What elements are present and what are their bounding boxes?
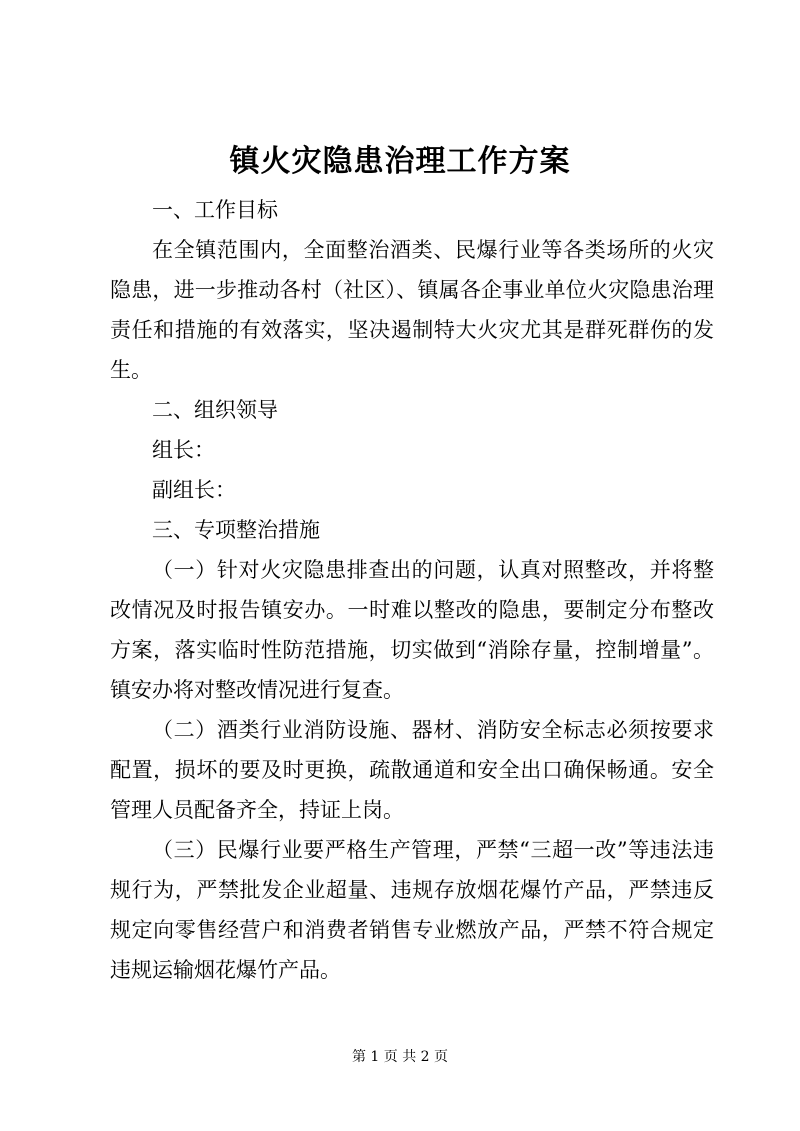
heading-work-goal: 一、工作目标 (152, 198, 278, 222)
paragraph-work-goal: 在全镇范围内，全面整治酒类、民爆行业等各类场所的火灾隐患，进一步推动各村（社区）、镇属各企事业单位火灾隐患治理责任和措施的有效落实，坚决遏制特大火灾尤其是群死群伤的发生。 (110, 238, 714, 382)
group-leader-line: 组长： (152, 438, 215, 462)
heading-measures: 三、专项整治措施 (152, 518, 320, 542)
page-footer: 第 1 页 共 2 页 (351, 1049, 449, 1065)
document-body (110, 190, 714, 990)
measure-item-1: （一）针对火灾隐患排查出的问题，认真对照整改，并将整改情况及时报告镇安办。一时难以整改的隐患，要制定分布整改方案，落实临时性防范措施，切实做到“消除存量，控制增量”。镇安办将对整改情况进行复查。 (110, 558, 714, 702)
deputy-leader-line: 副组长： (152, 478, 236, 502)
document-title: 镇火灾隐患治理工作方案 (229, 144, 571, 179)
measure-item-2: （二）酒类行业消防设施、器材、消防安全标志必须按要求配置，损坏的要及时更换，疏散通道和安全出口确保畅通。安全管理人员配备齐全，持证上岗。 (110, 718, 714, 822)
heading-organization: 二、组织领导 (152, 398, 278, 422)
measure-item-3: （三）民爆行业要严格生产管理，严禁“三超一改”等违法违规行为，严禁批发企业超量、违规存放烟花爆竹产品，严禁违反规定向零售经营户和消费者销售专业燃放产品，严禁不符合规定违规运输烟花爆竹产品。 (110, 838, 714, 982)
